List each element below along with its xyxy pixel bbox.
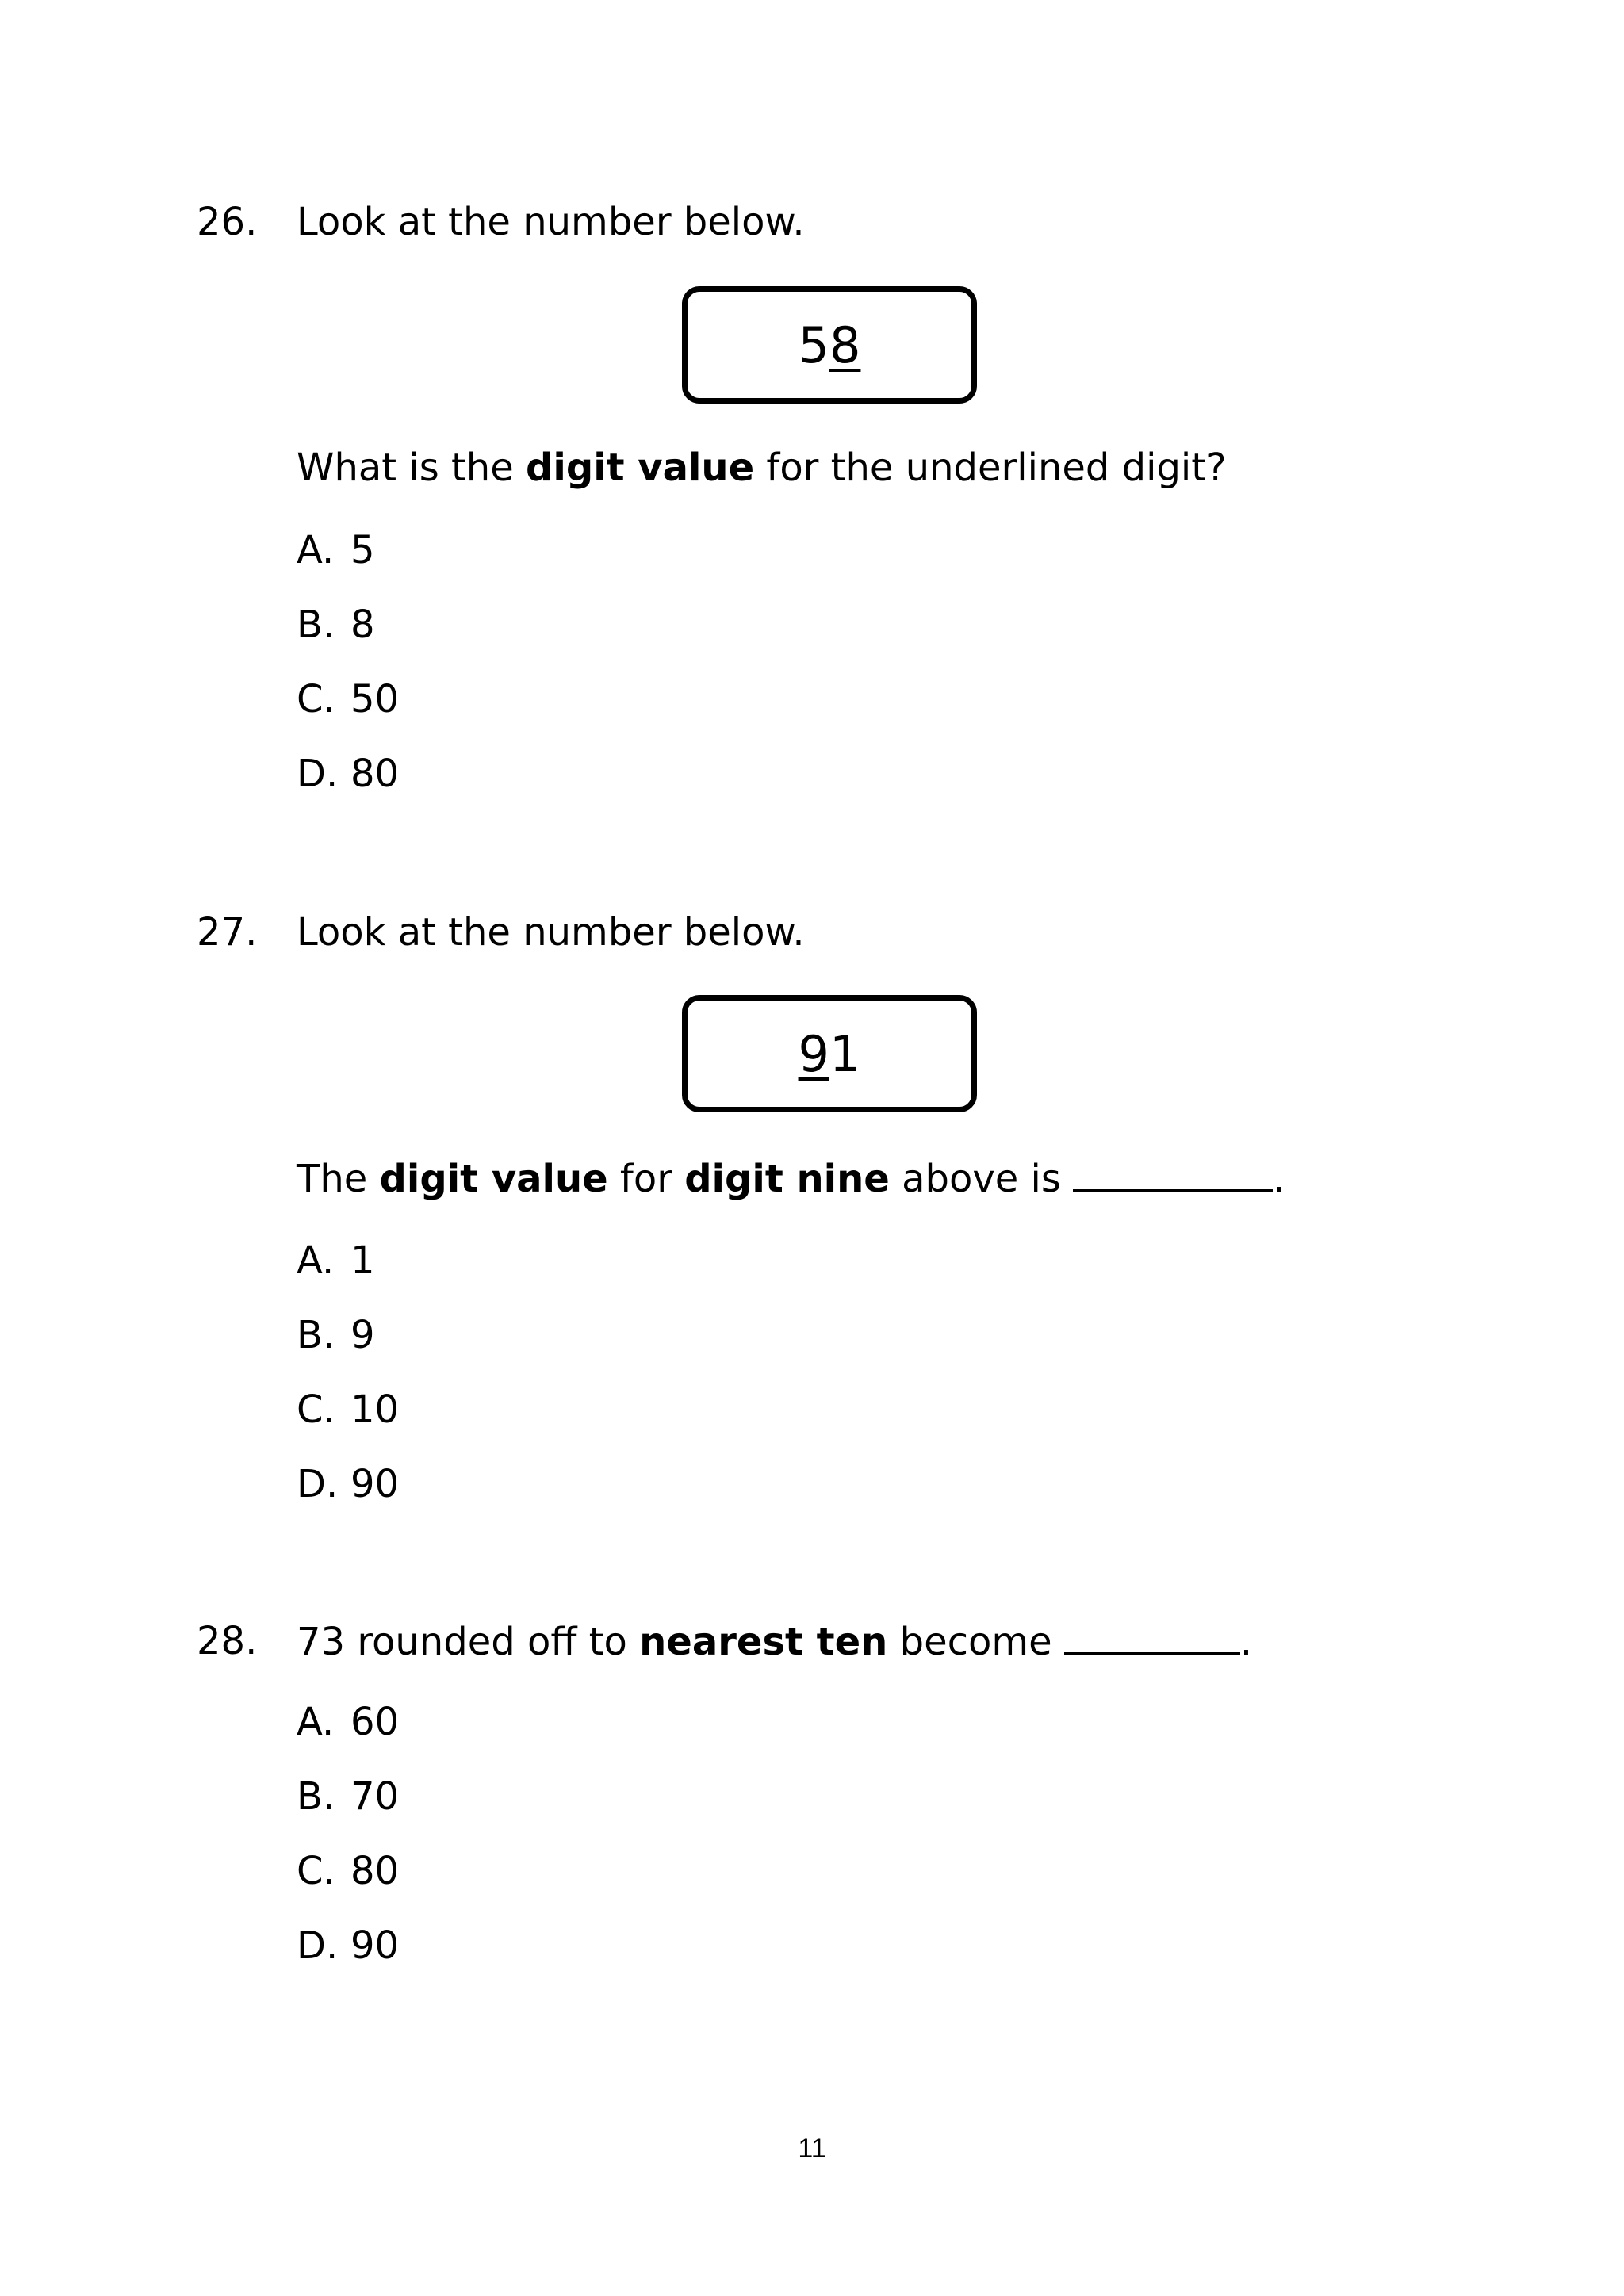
option-text: 8 bbox=[350, 603, 375, 647]
option-text: 10 bbox=[350, 1387, 400, 1432]
question-prompt: Look at the number below. bbox=[297, 910, 805, 955]
question-text bbox=[297, 1617, 1252, 1666]
question-text-bold: digit nine bbox=[684, 1157, 890, 1201]
option-letter: B. bbox=[297, 603, 335, 647]
answer-blank bbox=[1073, 1154, 1273, 1192]
question-text-part: The bbox=[297, 1157, 380, 1201]
option-c bbox=[297, 675, 399, 723]
question-text-bold: digit value bbox=[526, 446, 755, 490]
option-text: 80 bbox=[350, 1849, 400, 1893]
question-number: 27. bbox=[197, 910, 258, 955]
option-text: 70 bbox=[350, 1774, 400, 1819]
option-letter: B. bbox=[297, 1774, 335, 1819]
option-a bbox=[297, 1237, 375, 1284]
question-text-part: . bbox=[1239, 1620, 1253, 1664]
option-text: 50 bbox=[350, 677, 400, 721]
question-text-part: 73 rounded off to bbox=[297, 1620, 640, 1664]
option-b bbox=[297, 1311, 375, 1359]
option-c bbox=[297, 1847, 399, 1895]
option-text: 90 bbox=[350, 1923, 400, 1968]
underlined-digit: 8 bbox=[829, 316, 861, 374]
question-text-part: What is the bbox=[297, 446, 527, 490]
option-d bbox=[297, 1460, 399, 1508]
number-box bbox=[682, 286, 977, 404]
question-text-bold: nearest ten bbox=[639, 1620, 888, 1664]
option-text: 80 bbox=[350, 752, 400, 796]
question-text-part: become bbox=[887, 1620, 1064, 1664]
option-c bbox=[297, 1386, 399, 1433]
option-text: 9 bbox=[350, 1313, 375, 1357]
option-letter: C. bbox=[297, 1387, 335, 1432]
question-text-part: above is bbox=[889, 1157, 1074, 1201]
question-number: 28. bbox=[197, 1619, 258, 1663]
question-text-part: for the underlined digit? bbox=[754, 446, 1227, 490]
option-letter: C. bbox=[297, 1849, 335, 1893]
question-text bbox=[297, 1154, 1285, 1203]
option-a bbox=[297, 526, 375, 574]
option-d bbox=[297, 1922, 399, 1969]
option-a bbox=[297, 1698, 399, 1746]
page-number: 11 bbox=[798, 2133, 826, 2164]
option-b bbox=[297, 601, 375, 649]
option-text: 5 bbox=[350, 528, 375, 572]
option-b bbox=[297, 1773, 399, 1820]
question-text-bold: digit value bbox=[379, 1157, 608, 1201]
number-box bbox=[682, 995, 977, 1112]
option-letter: A. bbox=[297, 528, 335, 572]
option-text: 90 bbox=[350, 1462, 400, 1506]
option-d bbox=[297, 750, 399, 798]
option-letter: D. bbox=[297, 1923, 339, 1968]
option-letter: A. bbox=[297, 1700, 335, 1744]
answer-blank bbox=[1064, 1617, 1240, 1655]
question-prompt: Look at the number below. bbox=[297, 200, 805, 244]
option-letter: D. bbox=[297, 752, 339, 796]
question-text bbox=[297, 444, 1227, 492]
question-number: 26. bbox=[197, 200, 258, 244]
option-letter: B. bbox=[297, 1313, 335, 1357]
option-letter: D. bbox=[297, 1462, 339, 1506]
option-text: 60 bbox=[350, 1700, 400, 1744]
question-text-part: for bbox=[607, 1157, 685, 1201]
underlined-digit: 9 bbox=[798, 1024, 829, 1083]
option-text: 1 bbox=[350, 1238, 375, 1283]
number-digit: 5 bbox=[798, 316, 829, 374]
option-letter: A. bbox=[297, 1238, 335, 1283]
number-digit: 1 bbox=[829, 1024, 861, 1083]
question-text-part: . bbox=[1273, 1157, 1285, 1201]
option-letter: C. bbox=[297, 677, 335, 721]
